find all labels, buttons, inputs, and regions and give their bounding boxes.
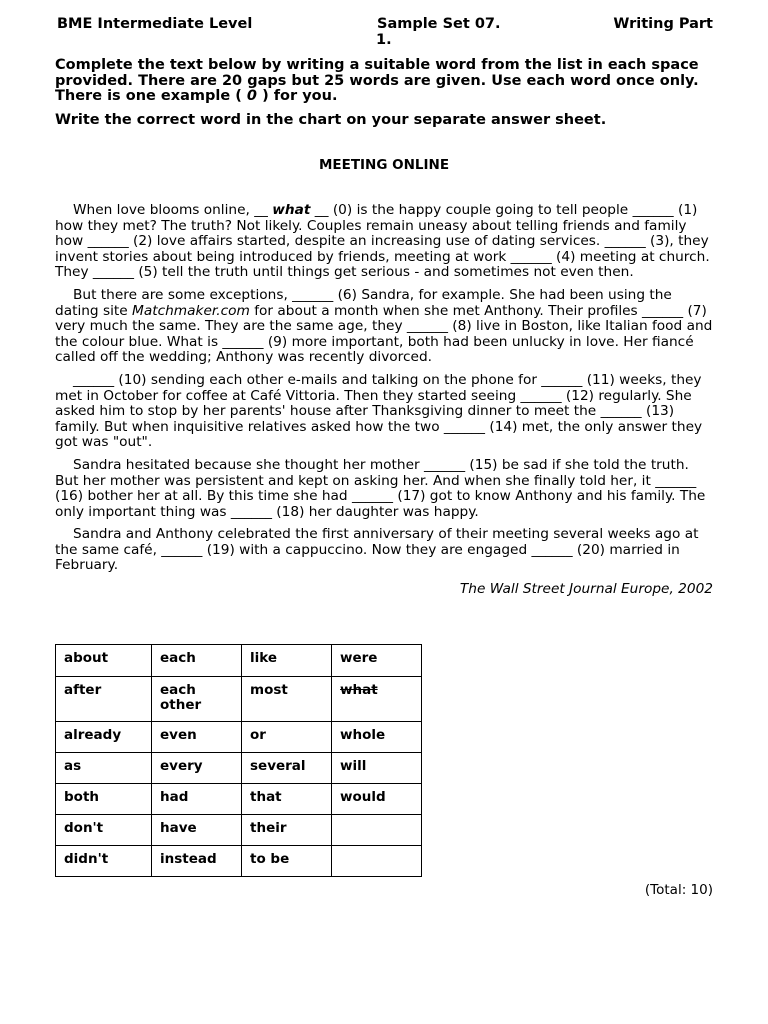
paragraph-2-rest: for about a month when she met Anthony. Their profiles ______ (7) very much the same. They are the same age, they ______ (8) live in Boston, like Italian food and the colour blue. What is ______ (9) more important, both had been unlucky in love. Her fiancé called off the wedding; Anthony was recently divorced.	[55, 302, 713, 366]
word-cell: whole	[332, 722, 422, 753]
source-citation: The Wall Street Journal Europe, 2002	[459, 581, 713, 598]
paragraph-4: Sandra hesitated because she thought her mother ______ (15) be sad if she told the truth. But her mother was persistent and kept on asking her. And when she finally told her, it ______ (16) bother her at all. By this time she had ______ (17) got to know Anthony and his family. The only important thing was ______ (18) her daughter was happy.	[55, 456, 706, 520]
word-cell: didn't	[56, 846, 152, 877]
word-table-row	[56, 722, 422, 753]
word-list-table	[55, 644, 422, 877]
word-cell: even	[152, 722, 242, 753]
example-marker: 0	[246, 88, 257, 104]
word-cell: have	[152, 815, 242, 846]
site-name: Matchmaker.com	[132, 302, 250, 319]
instructions	[55, 58, 713, 105]
word-cell: will	[332, 753, 422, 784]
word-table-row	[56, 846, 422, 877]
paragraph-3: ______ (10) sending each other e-mails and talking on the phone for ______ (11) weeks, they met in October for coffee at Café Vittoria. Then they started seeing ______ (12) regularly. She asked him to stop by her parents' house after Thanksgiving dinner to meet the ______ (13) family. But when inquisitive relatives asked how the two ______ (14) met, the only answer they got was "out".	[55, 371, 703, 451]
passage-title: MEETING ONLINE	[318, 157, 450, 173]
answer-sheet-instruction: Write the correct word in the chart on your separate answer sheet.	[55, 112, 607, 128]
word-table-row	[56, 784, 422, 815]
word-cell: their	[242, 815, 332, 846]
word-cell: about	[56, 645, 152, 677]
part-label: Writing Part	[613, 16, 713, 32]
word-cell: or	[242, 722, 332, 753]
word-cell: every	[152, 753, 242, 784]
word-cell: were	[332, 645, 422, 677]
word-cell: instead	[152, 846, 242, 877]
passage	[55, 203, 713, 598]
total-score: (Total: 10)	[644, 882, 713, 898]
paragraph-1-rest: __ (0) is the happy couple going to tell people ______ (1) how they met? The truth? Not likely. Couples remain uneasy about telling friends and family how ______ (2) love affairs started, despite an increasing use of dating services. ______ (3), they invent stories about being introduced by friends, meeting at work ______ (4) meeting at church. They ______ (5) tell the truth until things get serious - and sometimes not even then.	[55, 202, 710, 281]
word-cell: both	[56, 784, 152, 815]
instructions-text: Complete the text below by writing a suitable word from the list in each space provided. There are 20 gaps but 25 words are given. Use each word once only. There is one example (	[55, 57, 699, 104]
word-table-row	[56, 645, 422, 677]
word-table-row	[56, 753, 422, 784]
word-cell: would	[332, 784, 422, 815]
instructions-text-end: ) for you.	[262, 88, 338, 104]
word-cell: several	[242, 753, 332, 784]
word-cell: each	[152, 645, 242, 677]
word-cell: like	[242, 645, 332, 677]
page-header	[55, 16, 713, 52]
word-cell: already	[56, 722, 152, 753]
word-table-row	[56, 677, 422, 722]
word-cell	[332, 815, 422, 846]
word-cell: to be	[242, 846, 332, 877]
word-cell: that	[242, 784, 332, 815]
paragraph-2	[55, 288, 713, 366]
paragraph-2-start: But there are some exceptions, ______ (6) Sandra, for example. She had been using the dating site	[55, 286, 672, 319]
example-word: what	[272, 202, 311, 218]
word-cell: don't	[56, 815, 152, 846]
word-cell: each other	[152, 677, 242, 722]
paragraph-1	[55, 203, 713, 281]
level-label: BME Intermediate Level	[57, 16, 253, 32]
sample-set-label: Sample Set 07.	[377, 16, 501, 32]
word-cell: after	[56, 677, 152, 722]
sample-set-number: 1.	[376, 32, 392, 48]
word-cell: most	[242, 677, 332, 722]
paragraph-5: Sandra and Anthony celebrated the first anniversary of their meeting several weeks ago at the same café, ______ (19) with a cappuccino. Now they are engaged ______ (20) married in February.	[55, 526, 699, 574]
word-cell	[332, 846, 422, 877]
word-cell: had	[152, 784, 242, 815]
word-cell: as	[56, 753, 152, 784]
word-cell: what	[332, 677, 422, 722]
word-table-row	[56, 815, 422, 846]
paragraph-1-start: When love blooms online, __	[73, 202, 268, 218]
